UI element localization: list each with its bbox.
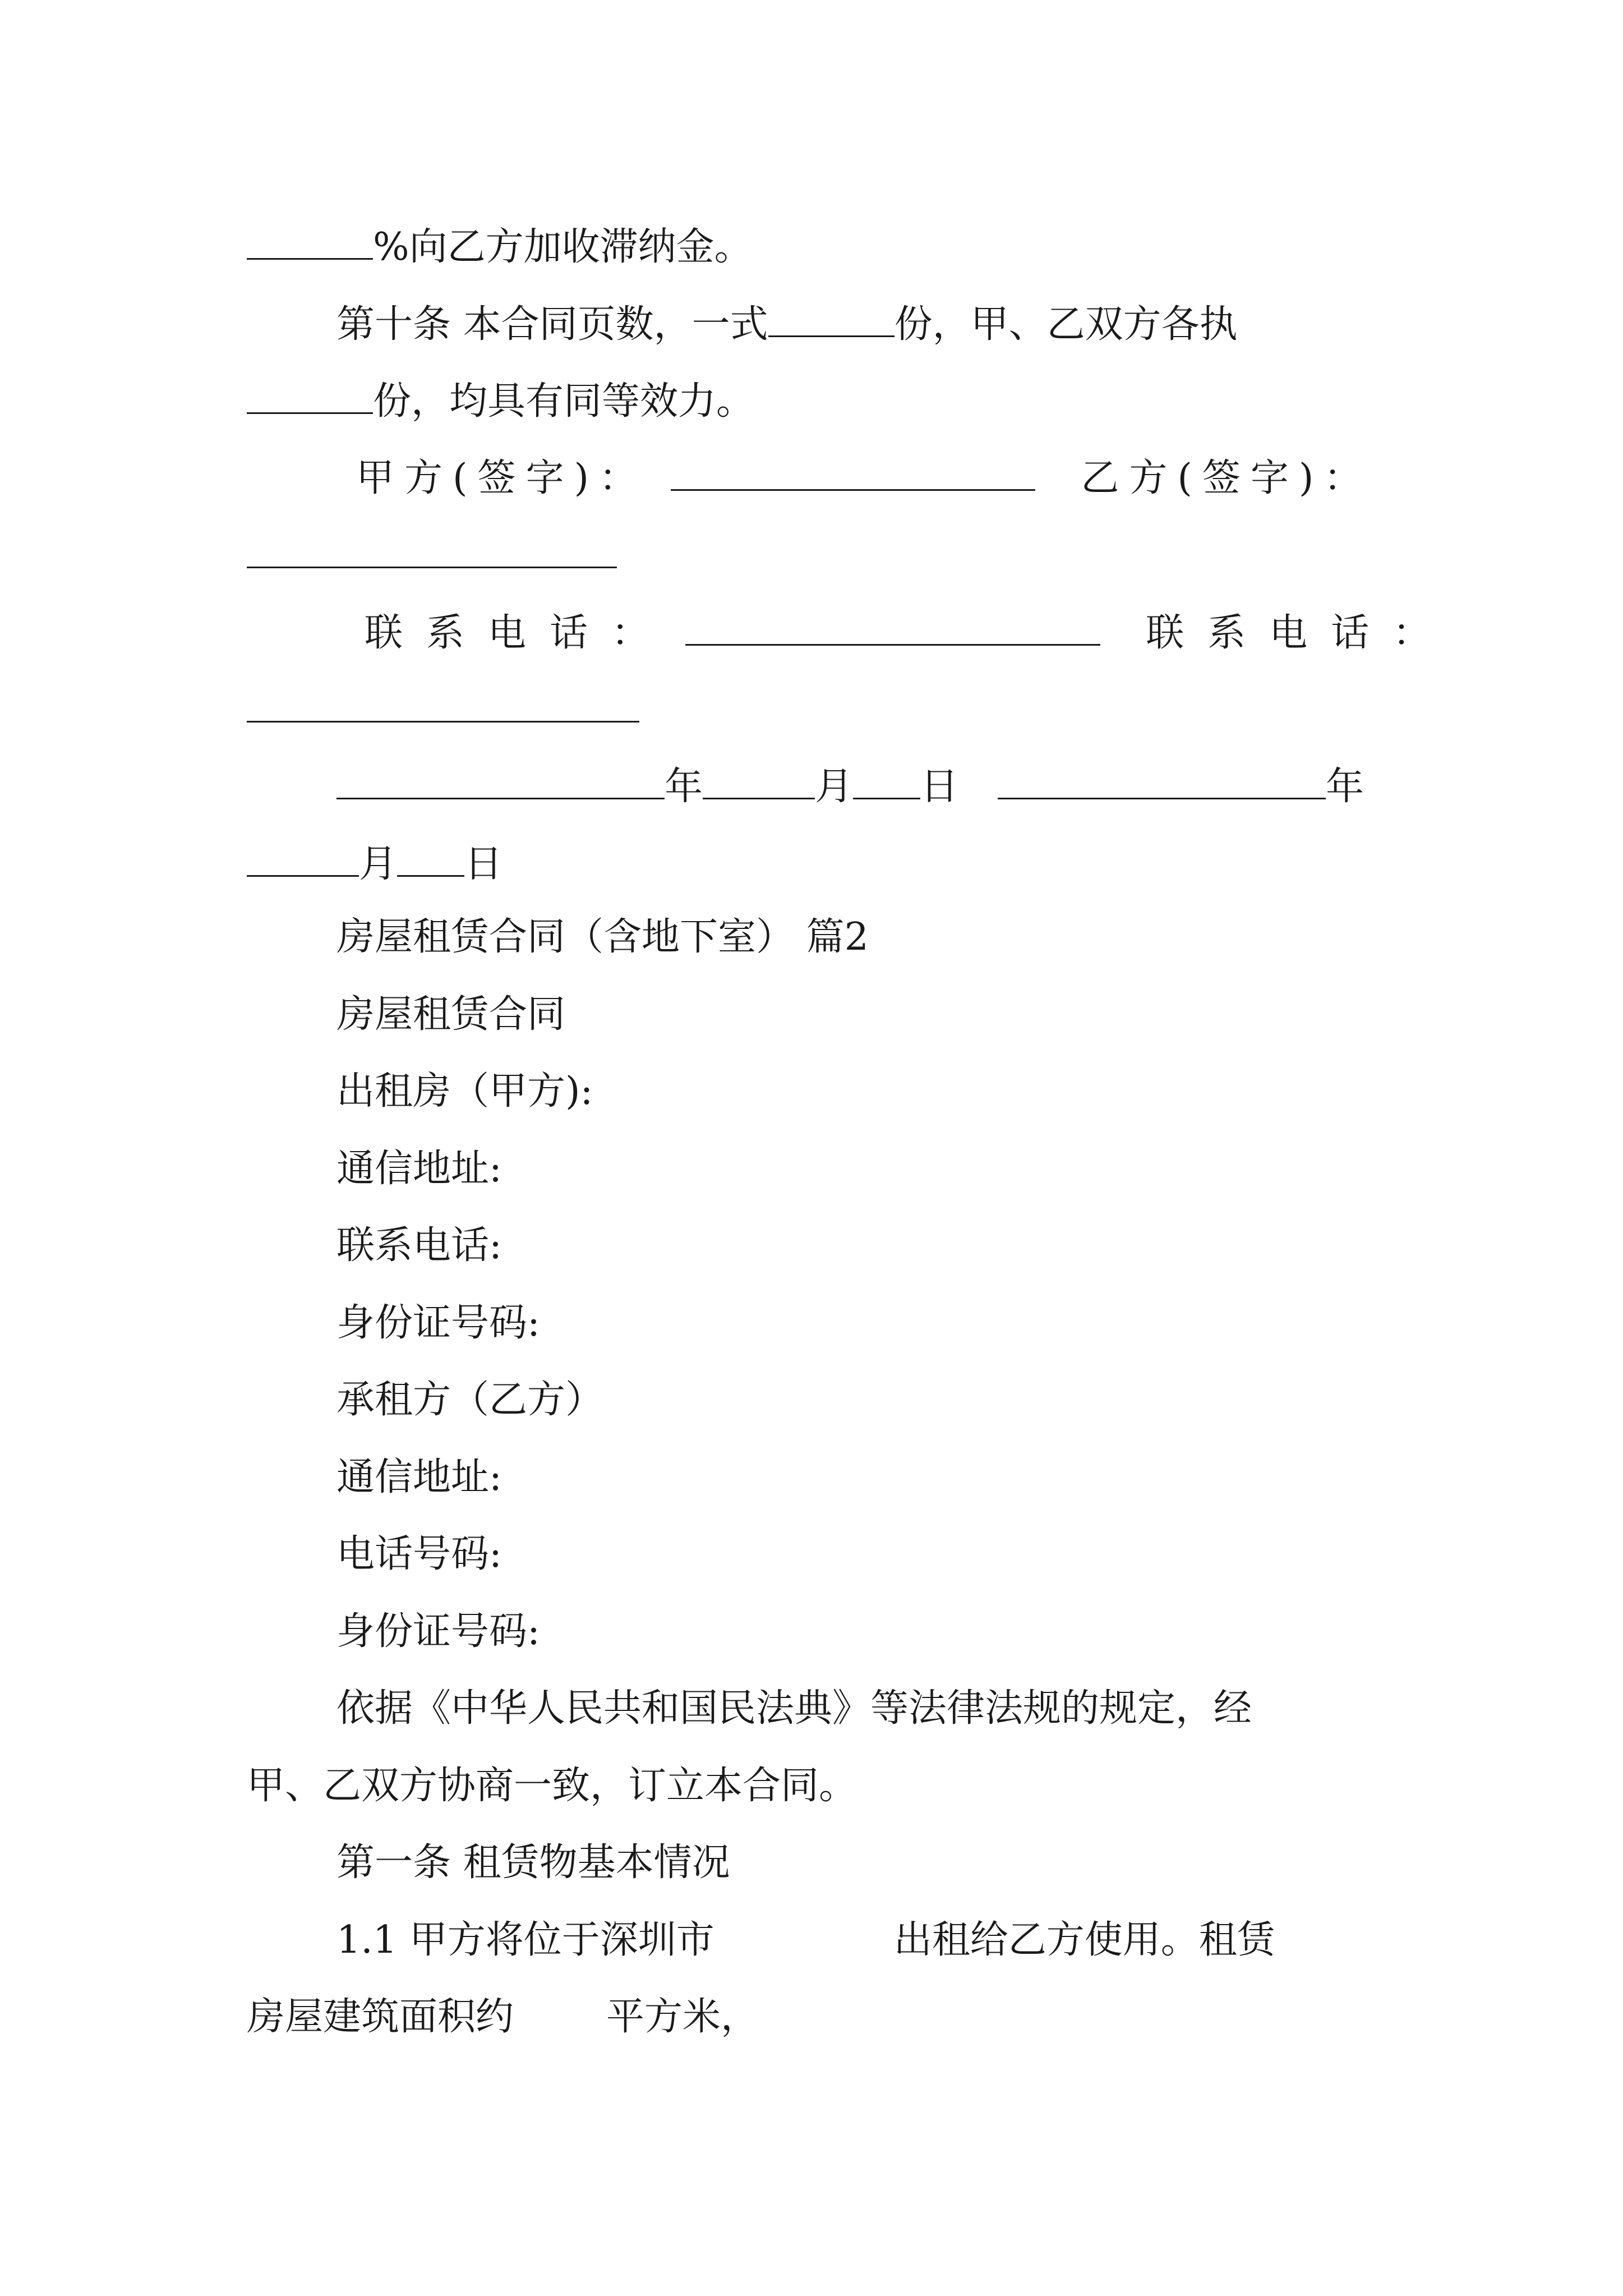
month-label-b: 月 bbox=[359, 842, 398, 886]
party-b-sign-label: 乙方(签字)： bbox=[1081, 456, 1372, 500]
party-a-phone-label: 联系电话： bbox=[365, 611, 674, 655]
lessor-label: 出租房（甲方): bbox=[336, 1069, 593, 1114]
clause-1-1-text-b: 出租给乙方使用。租赁 bbox=[893, 1918, 1275, 1962]
month-blank-b bbox=[247, 841, 359, 877]
article1-heading: 第一条 租赁物基本情况 bbox=[336, 1841, 730, 1885]
article10-text-a: 第十条 本合同页数，一式 bbox=[336, 302, 768, 347]
clause-1-1-text-a: 1.1 甲方将位于深圳市 bbox=[336, 1918, 714, 1962]
year-label-a: 年 bbox=[665, 765, 703, 809]
lessor-id-label: 身份证号码: bbox=[336, 1301, 540, 1345]
lessee-label: 承租方（乙方） bbox=[336, 1378, 604, 1422]
lessee-phone-label: 电话号码: bbox=[336, 1532, 502, 1576]
basis-line-2: 甲、乙双方协商一致，订立本合同。 bbox=[247, 1764, 857, 1808]
year-blank-b bbox=[998, 764, 1326, 799]
clause-1-1-text-c: 房屋建筑面积约 bbox=[247, 1995, 514, 2039]
late-fee-text: %向乙方加收滞纳金。 bbox=[373, 225, 753, 269]
year-label-b: 年 bbox=[1326, 765, 1364, 809]
date-row bbox=[336, 764, 1364, 809]
article10-line bbox=[336, 302, 1238, 347]
lessor-phone-label: 联系电话: bbox=[336, 1223, 502, 1268]
article10-line-2 bbox=[247, 379, 755, 424]
basis-line-1: 依据《中华人民共和国民法典》等法律法规的规定，经 bbox=[336, 1686, 1252, 1731]
signature-row bbox=[356, 455, 1372, 498]
party-b-phone-label: 联系电话： bbox=[1146, 611, 1455, 655]
party-b-sign-blank bbox=[247, 533, 617, 568]
month-label-a: 月 bbox=[815, 765, 854, 809]
copies-blank bbox=[768, 302, 895, 337]
party-a-sign-label: 甲方(签字)： bbox=[356, 456, 648, 500]
phone-row bbox=[365, 610, 1455, 655]
lessor-address-label: 通信地址: bbox=[336, 1147, 502, 1191]
day-blank-a bbox=[853, 764, 920, 799]
day-label-b: 日 bbox=[464, 842, 503, 886]
party-b-phone-blank bbox=[247, 687, 639, 723]
article10-text-c: 份，均具有同等效力。 bbox=[373, 379, 755, 424]
blank-underline bbox=[247, 224, 373, 260]
lessee-address-label: 通信地址: bbox=[336, 1455, 502, 1499]
date-row-2 bbox=[247, 841, 502, 884]
lessee-id-label: 身份证号码: bbox=[336, 1609, 540, 1654]
month-blank-a bbox=[703, 764, 815, 799]
party-b-sign-blank-line bbox=[247, 533, 617, 575]
day-label-a: 日 bbox=[920, 765, 959, 809]
clause-1-1-text-d: 平方米， bbox=[606, 1995, 759, 2039]
article10-text-b: 份，甲、乙双方各执 bbox=[894, 302, 1238, 347]
late-fee-line bbox=[247, 224, 753, 269]
party-b-phone-blank-line bbox=[247, 687, 639, 729]
day-blank-b bbox=[397, 841, 464, 877]
contract-title: 房屋租赁合同 bbox=[336, 992, 566, 1037]
party-a-sign-blank bbox=[671, 455, 1035, 491]
copies-each-blank bbox=[247, 379, 373, 414]
section-title: 房屋租赁合同（含地下室） 篇2 bbox=[336, 915, 869, 959]
party-a-phone-blank bbox=[685, 610, 1100, 646]
clause-1-1-line-2 bbox=[247, 1995, 759, 2039]
clause-1-1-line-1 bbox=[336, 1918, 1275, 1962]
year-blank-a bbox=[336, 764, 665, 799]
